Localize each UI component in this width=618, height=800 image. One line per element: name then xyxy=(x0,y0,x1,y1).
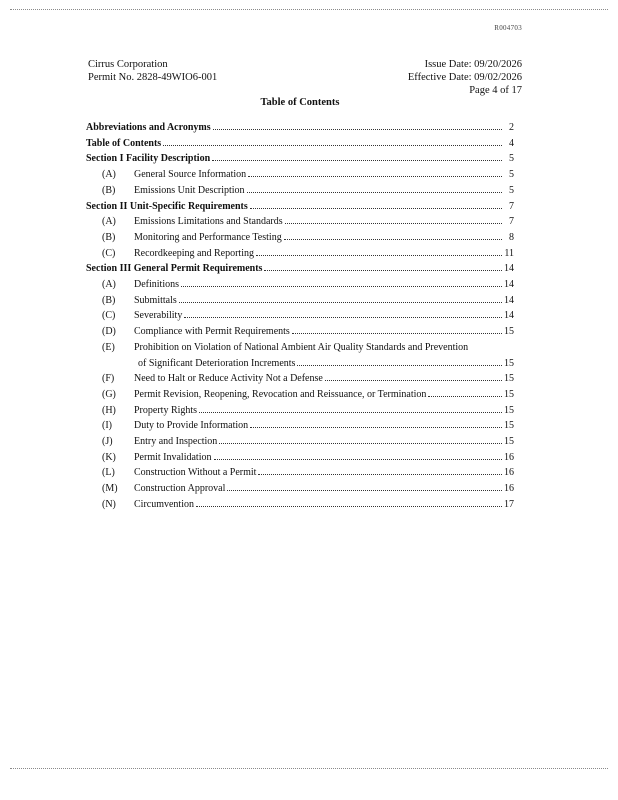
toc-entry-letter: (B) xyxy=(102,184,116,196)
toc-entry-letter: (L) xyxy=(102,467,115,479)
toc-entry-text: Construction Without a Permit xyxy=(134,467,257,479)
toc-title: Table of Contents xyxy=(260,97,340,108)
toc-dot-leader xyxy=(213,129,502,130)
toc-entry-text: Duty to Provide Information xyxy=(134,420,249,432)
toc-entry-letter: (E) xyxy=(102,341,115,353)
toc-entry-letter: (M) xyxy=(102,483,118,495)
toc-entry[interactable] xyxy=(86,169,514,181)
toc-dot-leader xyxy=(297,365,502,366)
toc-entry-page: 5 xyxy=(509,169,514,181)
toc-entry-text: Emissions Limitations and Standards xyxy=(134,216,283,228)
effective-date: Effective Date: 09/02/2026 xyxy=(407,72,522,83)
toc-entry-text: Definitions xyxy=(134,279,179,290)
scan-edge-bottom xyxy=(10,768,608,769)
toc-entry-letter: (A) xyxy=(102,216,116,228)
toc-dot-leader xyxy=(247,192,502,193)
toc-entry[interactable] xyxy=(86,185,514,197)
toc-dot-leader xyxy=(214,459,503,460)
toc-entry[interactable] xyxy=(86,138,514,150)
toc-entry[interactable] xyxy=(86,389,514,401)
toc-entry-letter: (K) xyxy=(102,451,116,463)
toc-entry-text: Submittals xyxy=(134,294,177,306)
toc-entry-page: 5 xyxy=(509,153,514,165)
toc-dot-leader xyxy=(292,333,502,334)
toc-dot-leader xyxy=(250,427,502,428)
toc-entry[interactable] xyxy=(86,279,514,291)
toc-entry-text: Section III General Permit Requirements xyxy=(86,263,263,275)
issue-date: Issue Date: 09/20/2026 xyxy=(424,59,522,70)
toc-entry[interactable] xyxy=(86,201,514,213)
toc-entry-letter: (C) xyxy=(102,247,116,259)
toc-entry-page: 4 xyxy=(509,137,514,149)
toc-entry-text: Severability xyxy=(134,310,183,322)
toc-entry-text: Table of Contents xyxy=(86,137,162,149)
toc-entry-text: Entry and Inspection xyxy=(134,436,218,447)
toc-entry-page: 15 xyxy=(504,326,514,338)
company-name: Cirrus Corporation xyxy=(88,59,168,70)
toc-entry-text: Monitoring and Performance Testing xyxy=(134,231,282,243)
toc-entry-page: 15 xyxy=(504,373,514,385)
toc-entry-letter: (B) xyxy=(102,231,116,243)
toc-dot-leader xyxy=(250,208,502,209)
toc-entry-page: 7 xyxy=(509,200,514,212)
toc-dot-leader xyxy=(284,239,502,240)
toc-entry-page: 14 xyxy=(504,279,514,290)
toc-entry[interactable] xyxy=(86,405,514,417)
toc-entry-letter: (F) xyxy=(102,373,115,385)
toc-entry-page: 5 xyxy=(509,184,514,196)
toc-entry-text: of Significant Deterioration Increments xyxy=(138,357,296,369)
toc-entry[interactable] xyxy=(86,263,514,275)
toc-entry[interactable] xyxy=(86,153,514,165)
toc-entry-letter: (A) xyxy=(102,279,116,290)
toc-entry-page: 16 xyxy=(504,451,514,463)
toc-entry-text: Section II Unit-Specific Requirements xyxy=(86,200,248,212)
toc-entry-text: Abbreviations and Acronyms xyxy=(86,122,211,133)
toc-entry-text: General Source Information xyxy=(134,169,247,181)
toc-dot-leader xyxy=(264,270,502,271)
header-left xyxy=(88,58,217,84)
toc-entry-page: 8 xyxy=(509,231,514,243)
permit-number: Permit No. 2828-49WIO6-001 xyxy=(88,72,218,83)
toc-dot-leader xyxy=(428,396,502,397)
toc-entry-text: Construction Approval xyxy=(134,483,226,495)
toc-entry-page: 11 xyxy=(504,247,514,259)
toc-entry-letter: (J) xyxy=(102,436,113,447)
toc-entry-text: Permit Revision, Reopening, Revocation and Reissuance, or Termination xyxy=(134,388,427,400)
page-number: Page 4 of 17 xyxy=(469,85,522,96)
toc-entry-text: Recordkeeping and Reporting xyxy=(134,247,254,259)
toc-entry-text: Section I Facility Description xyxy=(86,153,211,165)
toc-entry-page: 14 xyxy=(504,263,514,275)
toc-dot-leader xyxy=(256,255,502,256)
toc-entry[interactable] xyxy=(86,483,514,495)
toc-entry-text: Property Rights xyxy=(134,404,198,416)
toc-entry-letter: (C) xyxy=(102,310,116,322)
toc-entry-letter: (B) xyxy=(102,294,116,306)
toc-entry[interactable] xyxy=(86,310,514,322)
toc-entry[interactable] xyxy=(86,122,514,134)
toc-entry[interactable] xyxy=(86,248,514,260)
toc-entry[interactable] xyxy=(86,295,514,307)
toc-entry-page: 14 xyxy=(504,310,514,322)
toc-dot-leader xyxy=(325,380,502,381)
toc-entry-text: Prohibition on Violation of National Ambient Air Quality Standards and Prevention xyxy=(134,341,469,353)
toc-entry[interactable] xyxy=(86,358,514,370)
toc-dot-leader xyxy=(196,506,502,507)
toc-entry-page: 15 xyxy=(504,436,514,447)
bates-number: R004703 xyxy=(494,24,522,32)
toc-entry-letter: (I) xyxy=(102,420,112,432)
toc-entry[interactable] xyxy=(86,342,514,354)
toc-entry-page: 15 xyxy=(504,357,514,369)
toc-entry[interactable] xyxy=(86,232,514,244)
toc-dot-leader xyxy=(163,145,502,146)
toc-entry-page: 15 xyxy=(504,404,514,416)
toc-entry-text: Compliance with Permit Requirements xyxy=(134,326,290,338)
toc-dot-leader xyxy=(181,286,502,287)
toc-dot-leader xyxy=(227,490,502,491)
toc-entry-letter: (H) xyxy=(102,404,116,416)
toc-entry-letter: (D) xyxy=(102,326,116,338)
toc-entry-page: 14 xyxy=(504,294,514,306)
toc-entry-letter: (N) xyxy=(102,498,116,510)
toc-dot-leader xyxy=(248,176,502,177)
toc-entry-text: Circumvention xyxy=(134,498,194,510)
toc-entry[interactable] xyxy=(86,373,514,385)
toc-entry-text: Permit Invalidation xyxy=(134,451,212,463)
toc-entry-letter: (A) xyxy=(102,169,116,181)
toc-entry-text: Emissions Unit Description xyxy=(134,184,245,196)
toc-entry[interactable] xyxy=(86,216,514,228)
toc-entry-page: 2 xyxy=(509,122,514,133)
scan-edge-top xyxy=(10,9,608,10)
toc-entry-letter: (G) xyxy=(102,388,116,400)
toc-dot-leader xyxy=(285,223,502,224)
toc-dot-leader xyxy=(258,474,502,475)
toc-entry-page: 15 xyxy=(504,388,514,400)
toc-entry[interactable] xyxy=(86,467,514,479)
toc-entry[interactable] xyxy=(86,436,514,448)
toc-entry-page: 15 xyxy=(504,420,514,432)
toc-dot-leader xyxy=(179,302,502,303)
toc-entry-page: 16 xyxy=(504,483,514,495)
toc-entry-text: Need to Halt or Reduce Activity Not a Defense xyxy=(134,373,323,385)
toc-dot-leader xyxy=(212,160,502,161)
toc-dot-leader xyxy=(219,443,502,444)
toc-entry-page: 16 xyxy=(504,467,514,479)
toc-entry-page: 17 xyxy=(504,498,514,510)
toc-entry[interactable] xyxy=(86,420,514,432)
toc-dot-leader xyxy=(184,317,502,318)
toc-entry-page: 7 xyxy=(509,216,514,228)
toc-entry[interactable] xyxy=(86,499,514,511)
toc-entry[interactable] xyxy=(86,326,514,338)
toc-dot-leader xyxy=(199,412,502,413)
toc-entry[interactable] xyxy=(86,452,514,464)
header-right xyxy=(408,58,522,97)
